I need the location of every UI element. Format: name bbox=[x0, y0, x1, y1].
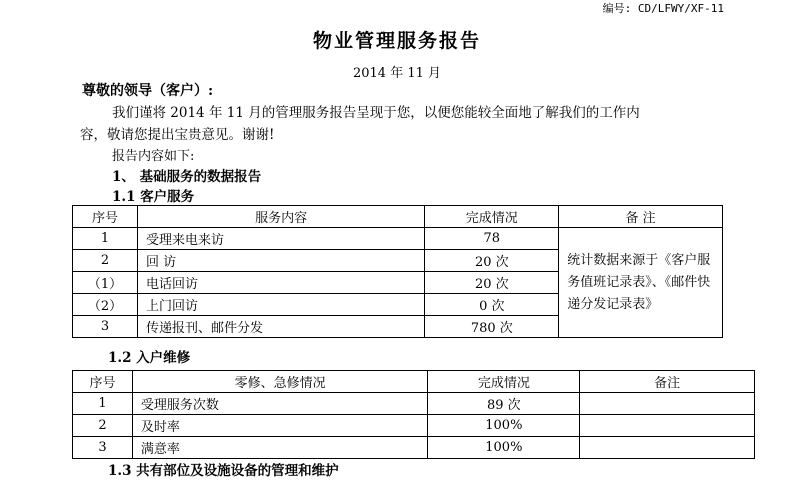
row-content: 满意率 bbox=[132, 437, 428, 459]
table-row bbox=[73, 393, 755, 415]
row-no: 3 bbox=[73, 316, 138, 338]
row-no: 1 bbox=[73, 228, 138, 250]
table-row bbox=[73, 228, 723, 250]
repair-table bbox=[72, 370, 755, 459]
row-status: 0 次 bbox=[425, 294, 559, 316]
row-status: 100% bbox=[428, 415, 580, 437]
table-header-row bbox=[73, 206, 723, 228]
row-note bbox=[580, 393, 755, 415]
contents-intro: 报告内容如下: bbox=[112, 149, 195, 164]
row-status: 20 次 bbox=[425, 272, 559, 294]
table-header-row bbox=[73, 371, 755, 393]
header-content: 服务内容 bbox=[137, 206, 424, 228]
row-content: 受理来电来访 bbox=[137, 228, 424, 250]
row-content: 受理服务次数 bbox=[132, 393, 428, 415]
intro-paragraph-line2: 容，敬请您提出宝贵意见。谢谢! bbox=[80, 127, 275, 143]
page-title: 物业管理服务报告 bbox=[312, 30, 481, 52]
table-row bbox=[73, 437, 755, 459]
row-note bbox=[580, 437, 755, 459]
header-status: 完成情况 bbox=[428, 371, 580, 393]
row-status: 78 bbox=[425, 228, 559, 250]
report-date: 2014 年 11 月 bbox=[352, 66, 442, 81]
header-content: 零修、急修情况 bbox=[132, 371, 428, 393]
row-content: 电话回访 bbox=[137, 272, 424, 294]
header-no: 序号 bbox=[73, 371, 133, 393]
row-no: 2 bbox=[73, 250, 138, 272]
customer-service-table bbox=[72, 205, 723, 338]
row-no: 1 bbox=[73, 393, 133, 415]
document-number: 编号: CD/LFWY/XF-11 bbox=[602, 2, 724, 15]
header-remark: 备 注 bbox=[559, 206, 723, 228]
row-no: 2 bbox=[73, 415, 133, 437]
row-no: （2） bbox=[73, 294, 138, 316]
row-note bbox=[580, 415, 755, 437]
section-heading-1-3: 1.3 共有部位及设施设备的管理和维护 bbox=[108, 463, 339, 479]
row-no: （1） bbox=[73, 272, 138, 294]
row-status: 100% bbox=[428, 437, 580, 459]
table-row bbox=[73, 415, 755, 437]
row-content: 回 访 bbox=[137, 250, 424, 272]
section-heading-1: 1、 基础服务的数据报告 bbox=[112, 169, 262, 185]
header-status: 完成情况 bbox=[425, 206, 559, 228]
remark-cell: 统计数据来源于《客户服务值班记录表》、《邮件快递分发记录表》 bbox=[559, 228, 723, 338]
row-content: 上门回访 bbox=[137, 294, 424, 316]
intro-paragraph-line1: 我们谨将 2014 年 11 月的管理服务报告呈现于您，以便您能较全面地了解我们的工作内 bbox=[112, 105, 640, 121]
row-no: 3 bbox=[73, 437, 133, 459]
row-content: 及时率 bbox=[132, 415, 428, 437]
row-content: 传递报刊、邮件分发 bbox=[137, 316, 424, 338]
header-note: 备注 bbox=[580, 371, 755, 393]
header-no: 序号 bbox=[73, 206, 138, 228]
section-heading-1-1: 1.1 客户服务 bbox=[112, 189, 195, 205]
row-status: 89 次 bbox=[428, 393, 580, 415]
row-status: 20 次 bbox=[425, 250, 559, 272]
row-status: 780 次 bbox=[425, 316, 559, 338]
greeting: 尊敬的领导（客户）: bbox=[82, 83, 214, 99]
section-heading-1-2: 1.2 入户维修 bbox=[108, 350, 191, 366]
